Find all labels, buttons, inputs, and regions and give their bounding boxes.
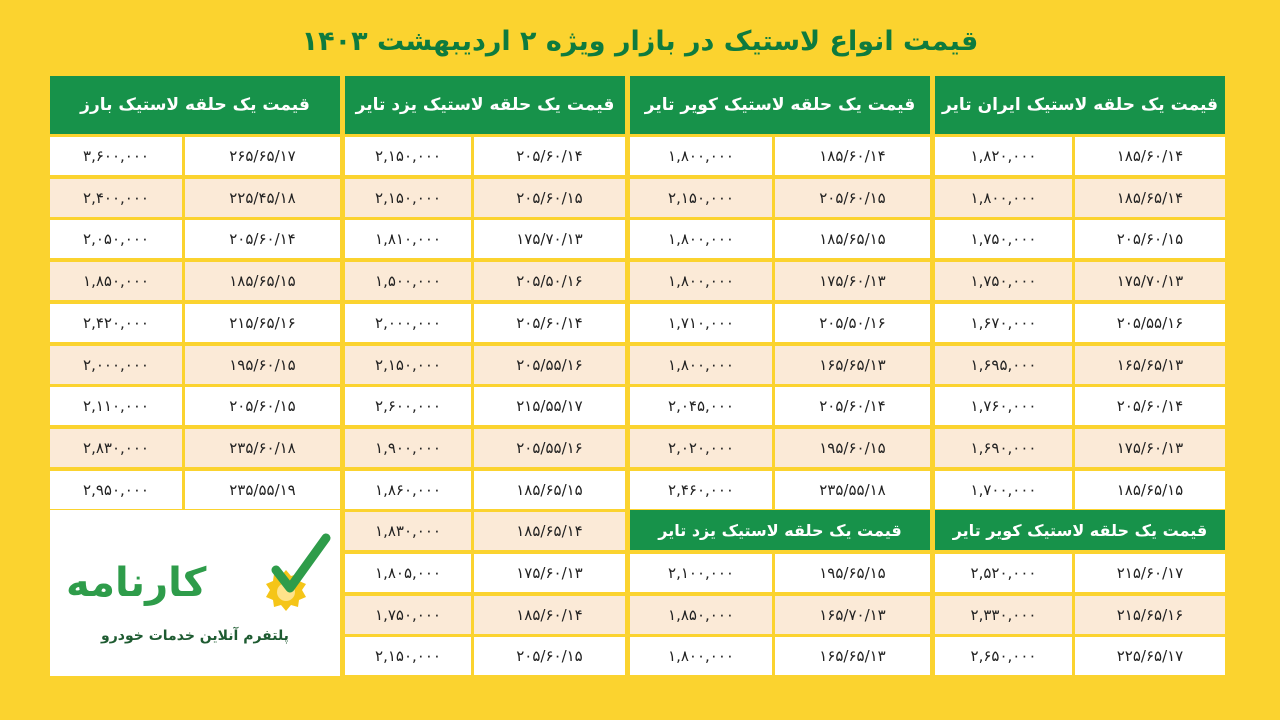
tire-price-cell: ۱,۷۶۰,۰۰۰ — [935, 387, 1072, 425]
tire-price-cell: ۱,۸۵۰,۰۰۰ — [630, 596, 772, 634]
header-barez-tire: قیمت یک حلقه لاستیک بارز — [50, 76, 340, 134]
tire-size-cell: ۱۸۵/۶۰/۱۴ — [1075, 137, 1225, 175]
tire-price-cell: ۱,۷۵۰,۰۰۰ — [935, 220, 1072, 258]
tire-size-cell: ۱۸۵/۶۵/۱۵ — [1075, 471, 1225, 509]
tire-size-cell: ۲۰۵/۵۰/۱۶ — [474, 262, 625, 300]
tire-size-cell: ۲۰۵/۶۰/۱۵ — [1075, 220, 1225, 258]
tire-price-cell: ۱,۶۷۰,۰۰۰ — [935, 304, 1072, 342]
tire-price-cell: ۲,۰۲۰,۰۰۰ — [630, 429, 772, 467]
tire-price-cell: ۱,۸۰۵,۰۰۰ — [345, 554, 471, 592]
tire-size-cell: ۲۱۵/۵۵/۱۷ — [474, 387, 625, 425]
tire-size-cell: ۱۸۵/۶۵/۱۵ — [185, 262, 340, 300]
tire-price-cell: ۲,۶۵۰,۰۰۰ — [935, 637, 1072, 675]
header-yazd-tire-2: قیمت یک حلقه لاستیک یزد تایر — [630, 510, 930, 550]
tire-size-cell: ۲۶۵/۶۵/۱۷ — [185, 137, 340, 175]
tire-size-cell: ۱۷۵/۶۰/۱۳ — [474, 554, 625, 592]
logo-wordmark: کارنامه — [66, 560, 207, 606]
tire-size-cell: ۱۹۵/۶۰/۱۵ — [775, 429, 930, 467]
tire-size-cell: ۲۰۵/۶۰/۱۴ — [474, 304, 625, 342]
tire-size-cell: ۱۶۵/۶۵/۱۳ — [775, 637, 930, 675]
tire-size-cell: ۲۰۵/۵۵/۱۶ — [474, 429, 625, 467]
tire-size-cell: ۱۸۵/۶۵/۱۵ — [775, 220, 930, 258]
checkmark-badge-icon — [262, 532, 332, 622]
tire-price-cell: ۱,۸۰۰,۰۰۰ — [630, 137, 772, 175]
tire-size-cell: ۱۹۵/۶۰/۱۵ — [185, 346, 340, 384]
tire-price-cell: ۱,۶۹۰,۰۰۰ — [935, 429, 1072, 467]
tire-size-cell: ۲۰۵/۶۰/۱۵ — [474, 179, 625, 217]
tire-price-cell: ۱,۵۰۰,۰۰۰ — [345, 262, 471, 300]
tire-price-cell: ۲,۱۵۰,۰۰۰ — [630, 179, 772, 217]
tire-price-cell: ۱,۸۳۰,۰۰۰ — [345, 512, 471, 550]
tire-price-cell: ۳,۶۰۰,۰۰۰ — [50, 137, 182, 175]
tire-price-cell: ۲,۶۰۰,۰۰۰ — [345, 387, 471, 425]
tire-size-cell: ۱۸۵/۶۰/۱۴ — [474, 596, 625, 634]
tire-price-cell: ۲,۳۳۰,۰۰۰ — [935, 596, 1072, 634]
tire-price-cell: ۲,۰۰۰,۰۰۰ — [345, 304, 471, 342]
tire-price-cell: ۲,۸۳۰,۰۰۰ — [50, 429, 182, 467]
tire-size-cell: ۲۰۵/۶۰/۱۴ — [1075, 387, 1225, 425]
tire-size-cell: ۱۶۵/۶۵/۱۳ — [1075, 346, 1225, 384]
tire-price-cell: ۲,۰۵۰,۰۰۰ — [50, 220, 182, 258]
logo-subtitle: پلتفرم آنلاین خدمات خودرو — [101, 628, 289, 644]
tire-price-cell: ۱,۷۵۰,۰۰۰ — [345, 596, 471, 634]
tire-price-cell: ۲,۴۶۰,۰۰۰ — [630, 471, 772, 509]
tire-size-cell: ۲۲۵/۶۵/۱۷ — [1075, 637, 1225, 675]
tire-price-cell: ۱,۸۰۰,۰۰۰ — [630, 346, 772, 384]
tire-size-cell: ۲۰۵/۵۵/۱۶ — [1075, 304, 1225, 342]
tire-price-cell: ۲,۱۱۰,۰۰۰ — [50, 387, 182, 425]
tire-price-cell: ۱,۷۰۰,۰۰۰ — [935, 471, 1072, 509]
tire-size-cell: ۲۳۵/۵۵/۱۸ — [775, 471, 930, 509]
tire-price-cell: ۱,۸۵۰,۰۰۰ — [50, 262, 182, 300]
tire-size-cell: ۱۷۵/۷۰/۱۳ — [474, 220, 625, 258]
tire-price-cell: ۲,۱۵۰,۰۰۰ — [345, 137, 471, 175]
tire-size-cell: ۱۶۵/۷۰/۱۳ — [775, 596, 930, 634]
tire-size-cell: ۲۳۵/۶۰/۱۸ — [185, 429, 340, 467]
tire-size-cell: ۲۰۵/۶۰/۱۵ — [474, 637, 625, 675]
tire-size-cell: ۱۷۵/۶۰/۱۳ — [775, 262, 930, 300]
tire-size-cell: ۲۱۵/۶۰/۱۷ — [1075, 554, 1225, 592]
tire-price-cell: ۲,۹۵۰,۰۰۰ — [50, 471, 182, 509]
tire-size-cell: ۲۰۵/۶۰/۱۵ — [775, 179, 930, 217]
tire-size-cell: ۲۱۵/۶۵/۱۶ — [1075, 596, 1225, 634]
tire-size-cell: ۲۳۵/۵۵/۱۹ — [185, 471, 340, 509]
header-kavir-tire-2: قیمت یک حلقه لاستیک کویر تایر — [935, 510, 1225, 550]
tire-price-cell: ۱,۹۰۰,۰۰۰ — [345, 429, 471, 467]
tire-size-cell: ۱۹۵/۶۵/۱۵ — [775, 554, 930, 592]
tire-price-cell: ۲,۱۵۰,۰۰۰ — [345, 637, 471, 675]
tire-price-cell: ۲,۱۵۰,۰۰۰ — [345, 179, 471, 217]
tire-price-cell: ۱,۸۱۰,۰۰۰ — [345, 220, 471, 258]
tire-size-cell: ۲۰۵/۵۰/۱۶ — [775, 304, 930, 342]
tire-price-cell: ۱,۸۰۰,۰۰۰ — [630, 262, 772, 300]
tire-size-cell: ۲۰۵/۶۰/۱۴ — [474, 137, 625, 175]
tire-price-cell: ۲,۰۰۰,۰۰۰ — [50, 346, 182, 384]
tire-price-cell: ۱,۸۰۰,۰۰۰ — [630, 637, 772, 675]
tire-price-cell: ۲,۴۰۰,۰۰۰ — [50, 179, 182, 217]
karnameh-logo — [50, 510, 340, 676]
tire-size-cell: ۱۷۵/۷۰/۱۳ — [1075, 262, 1225, 300]
page-title: قیمت انواع لاستیک در بازار ویژه ۲ اردیبهشت ۱۴۰۳ — [301, 26, 979, 57]
tire-price-cell: ۱,۷۱۰,۰۰۰ — [630, 304, 772, 342]
tire-size-cell: ۲۲۵/۴۵/۱۸ — [185, 179, 340, 217]
tire-price-cell: ۲,۱۵۰,۰۰۰ — [345, 346, 471, 384]
tire-price-cell: ۱,۸۲۰,۰۰۰ — [935, 137, 1072, 175]
tire-size-cell: ۲۰۵/۵۵/۱۶ — [474, 346, 625, 384]
tire-size-cell: ۲۱۵/۶۵/۱۶ — [185, 304, 340, 342]
tire-size-cell: ۱۷۵/۶۰/۱۳ — [1075, 429, 1225, 467]
tire-size-cell: ۱۸۵/۶۰/۱۴ — [775, 137, 930, 175]
tire-price-cell: ۲,۱۰۰,۰۰۰ — [630, 554, 772, 592]
header-iran-tire: قیمت یک حلقه لاستیک ایران تایر — [935, 76, 1225, 134]
tire-size-cell: ۱۸۵/۶۵/۱۴ — [474, 512, 625, 550]
tire-price-cell: ۱,۸۰۰,۰۰۰ — [630, 220, 772, 258]
tire-price-cell: ۱,۶۹۵,۰۰۰ — [935, 346, 1072, 384]
tire-size-cell: ۲۰۵/۶۰/۱۵ — [185, 387, 340, 425]
tire-price-cell: ۲,۰۴۵,۰۰۰ — [630, 387, 772, 425]
tire-price-cell: ۱,۷۵۰,۰۰۰ — [935, 262, 1072, 300]
tire-size-cell: ۱۸۵/۶۵/۱۵ — [474, 471, 625, 509]
tire-price-cell: ۲,۵۲۰,۰۰۰ — [935, 554, 1072, 592]
tire-price-cell: ۱,۸۰۰,۰۰۰ — [935, 179, 1072, 217]
header-kavir-tire: قیمت یک حلقه لاستیک کویر تایر — [630, 76, 930, 134]
tire-size-cell: ۱۶۵/۶۵/۱۳ — [775, 346, 930, 384]
header-yazd-tire: قیمت یک حلقه لاستیک یزد تایر — [345, 76, 625, 134]
tire-price-cell: ۲,۴۲۰,۰۰۰ — [50, 304, 182, 342]
tire-size-cell: ۲۰۵/۶۰/۱۴ — [775, 387, 930, 425]
tire-size-cell: ۲۰۵/۶۰/۱۴ — [185, 220, 340, 258]
tire-price-cell: ۱,۸۶۰,۰۰۰ — [345, 471, 471, 509]
tire-size-cell: ۱۸۵/۶۵/۱۴ — [1075, 179, 1225, 217]
